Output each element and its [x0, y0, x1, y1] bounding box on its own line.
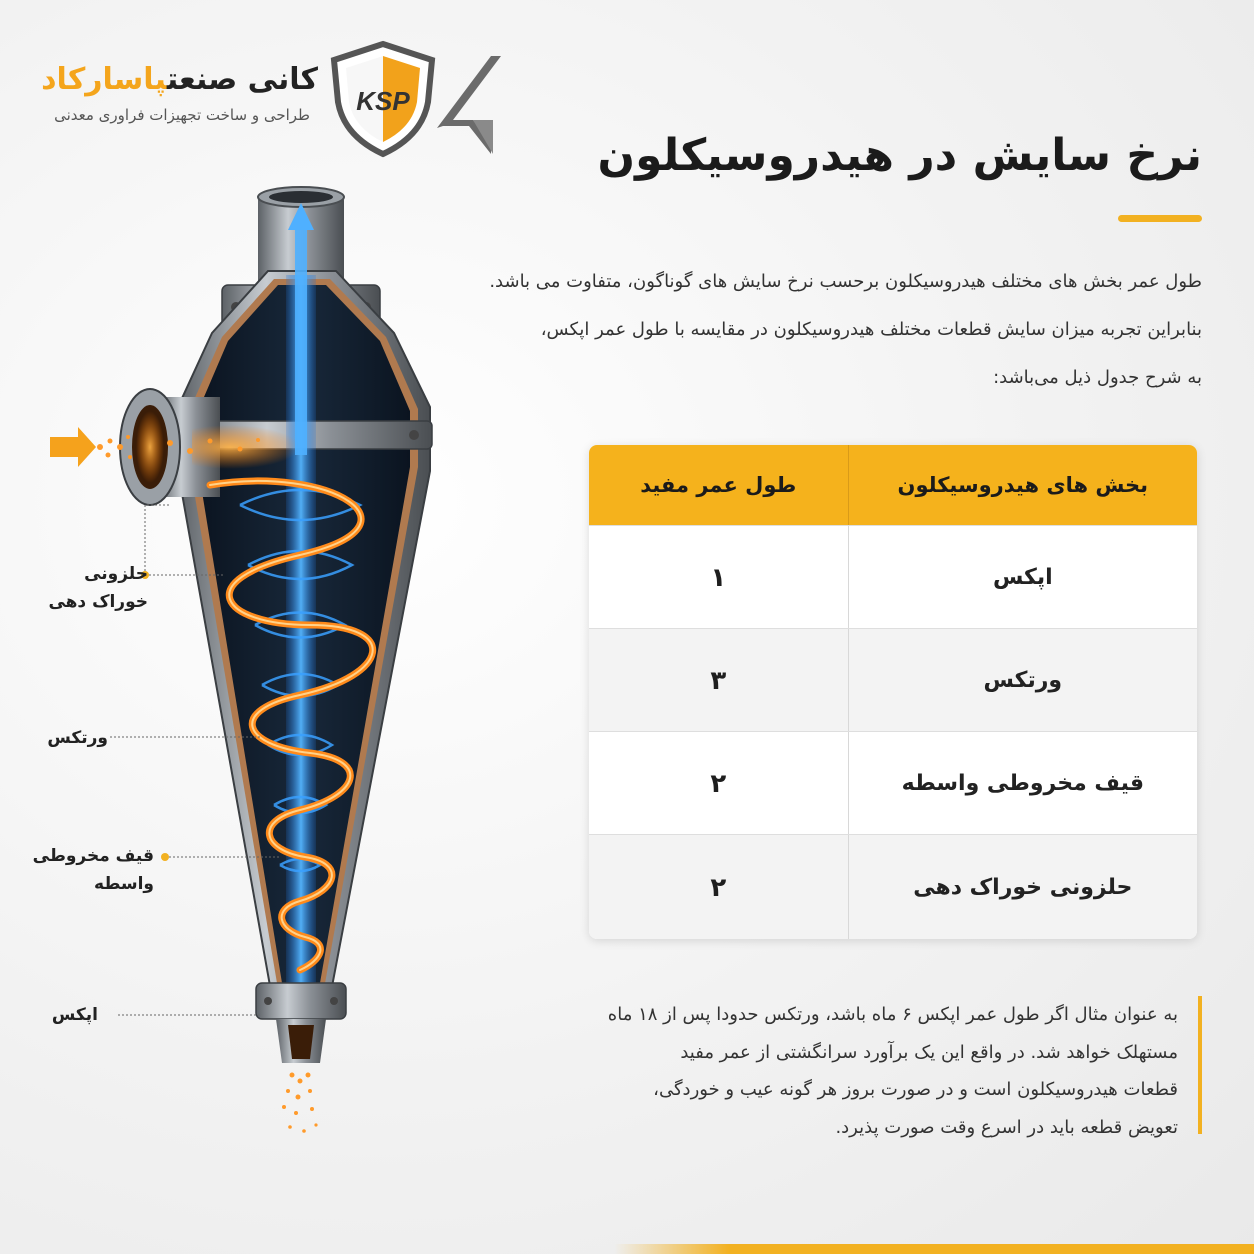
intro-line: بنابراین تجربه میزان سایش قطعات مختلف هیدروسیکلون در مقایسه با طول عمر اپکس،: [540, 319, 1202, 340]
title-underline: [1118, 215, 1202, 222]
svg-text:KSP: KSP: [356, 86, 410, 116]
label-apex: اپکس: [51, 1005, 98, 1025]
bottom-accent-strip: [614, 1244, 1254, 1254]
note-line: به عنوان مثال اگر طول عمر اپکس ۶ ماه باشد، ورتکس حدودا پس از ۱۸ ماه: [607, 1004, 1178, 1025]
label-cone: قیف مخروطی واسطه: [32, 846, 154, 894]
intro-text: [442, 258, 1202, 402]
brand-name: کانی صنعتپاسارکاد: [41, 62, 318, 97]
cell-part: ورتکس: [983, 668, 1063, 693]
table-row: [589, 834, 1197, 939]
cell-life: ۱: [589, 526, 849, 629]
shield-logo-icon: [328, 40, 438, 158]
header-part: بخش های هیدروسیکلون: [897, 473, 1149, 497]
table-row: [589, 731, 1197, 835]
wear-table: [589, 445, 1197, 939]
cell-life: ۲: [589, 732, 849, 835]
cell-part: اپکس: [992, 565, 1053, 590]
header-life: طول عمر مفید: [589, 445, 849, 525]
example-note: [578, 996, 1202, 1138]
table-header-row: [589, 445, 1197, 525]
cell-part: حلزونی خوراک دهی: [913, 875, 1133, 900]
note-line: مستهلک خواهد شد. در واقع این یک برآورد سرانگشتی از عمر مفید: [680, 1041, 1178, 1063]
brand-logo: [38, 40, 498, 160]
label-vortex: ورتکس: [47, 728, 108, 748]
intro-line: به شرح جدول ذیل می‌باشد:: [993, 367, 1202, 388]
brand-tagline: طراحی و ساخت تجهیزات فراوری معدنی: [54, 106, 310, 124]
note-line: تعویض قطعه باید در اسرع وقت صورت پذیرد.: [835, 1116, 1178, 1138]
cell-part: قیف مخروطی واسطه: [901, 771, 1144, 796]
table-row: [589, 525, 1197, 629]
page-title: نرخ سایش در هیدروسیکلون: [597, 130, 1202, 181]
hydrocyclone-diagram: [0, 185, 520, 1145]
cell-life: ۲: [589, 835, 849, 939]
label-feed-spiral: حلزونی خوراک دهی: [48, 564, 148, 612]
cell-life: ۳: [589, 629, 849, 732]
intro-line: طول عمر بخش های مختلف هیدروسیکلون برحسب نرخ سایش های گوناگون، متفاوت می باشد.: [489, 271, 1202, 292]
k-mark-icon: [433, 48, 503, 158]
note-line: قطعات هیدروسیکلون است و در صورت بروز هر گونه عیب و خوردگی،: [653, 1079, 1178, 1100]
table-row: [589, 628, 1197, 732]
